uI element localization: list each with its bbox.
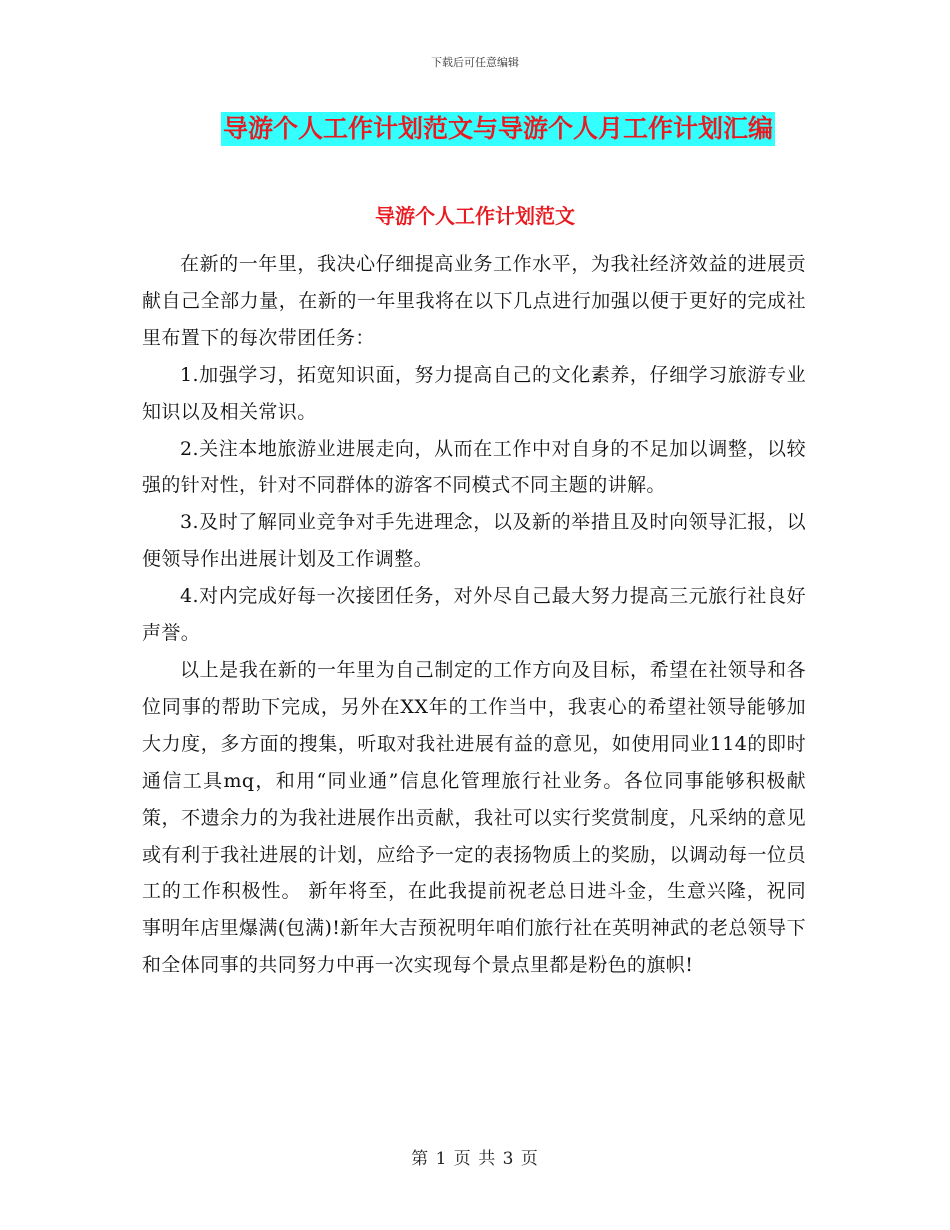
paragraph-conclusion: 以上是我在新的一年里为自己制定的工作方向及目标，希望在社领导和各位同事的帮助下完成，另外在XX年的工作当中，我衷心的希望社领导能够加大力度，多方面的搜集，听取对我社进展有益的意见，如使用同业114的即时通信工具mq，和用“同业通”信息化管理旅行社业务。各位同事能够积极献策，不遗余力的为我社进展作出贡献，我社可以实行奖赏制度，凡采纳的意见或有利于我社进展的计划，应给予一定的表扬物质上的奖励，以调动每一位员工的工作积极性。 新年将至，在此我提前祝老总日进斗金，生意兴隆，祝同事明年店里爆满(包满)!新年大吉预祝明年咱们旅行社在英明神武的老总领导下和全体同事的共同努力中再一次实现每个景点里都是粉色的旗帜! <box>142 658 806 977</box>
page-header-note: 下载后可任意编辑 <box>431 56 519 69</box>
paragraph-item-1: 1.加强学习，拓宽知识面，努力提高自己的文化素养，仔细学习旅游专业知识以及相关常识。 <box>142 363 806 423</box>
section-title: 导游个人工作计划范文 <box>375 204 575 228</box>
document-title: 导游个人工作计划范文与导游个人月工作计划汇编 <box>221 112 775 146</box>
title-container <box>0 112 950 146</box>
document-body <box>142 246 806 984</box>
paragraph-item-2: 2.关注本地旅游业进展走向，从而在工作中对自身的不足加以调整，以较强的针对性，针对不同群体的游客不同模式不同主题的讲解。 <box>142 437 806 497</box>
paragraph-intro: 在新的一年里，我决心仔细提高业务工作水平，为我社经济效益的进展贡献自己全部力量，在新的一年里我将在以下几点进行加强以便于更好的完成社里布置下的每次带团任务： <box>142 253 806 349</box>
paragraph-item-3: 3.及时了解同业竞争对手先进理念，以及新的举措且及时向领导汇报，以便领导作出进展计划及工作调整。 <box>142 511 806 571</box>
paragraph-item-4: 4.对内完成好每一次接团任务，对外尽自己最大努力提高三元旅行社良好声誉。 <box>142 585 806 645</box>
page-number: 第 1 页 共 3 页 <box>411 1149 539 1169</box>
